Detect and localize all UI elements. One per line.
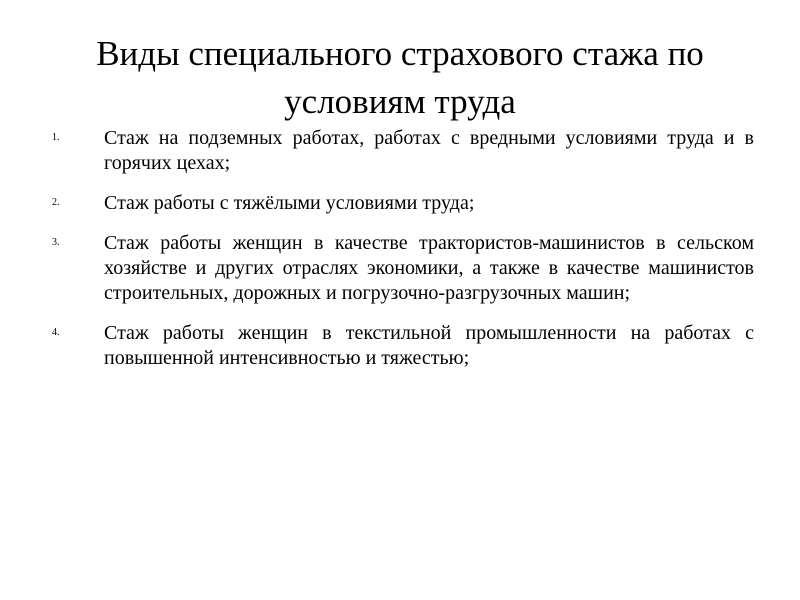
list-item-number: 2.	[52, 197, 60, 208]
list-item	[44, 231, 754, 306]
list-item	[44, 321, 754, 371]
list-item	[44, 191, 754, 216]
list-item-number: 3.	[52, 237, 60, 248]
slide-title: Виды специального страхового стажа по условиям труда	[96, 34, 704, 121]
content-list	[44, 126, 754, 386]
list-item-text: Стаж на подземных работах, работах с вредными условиями труда и в горячих цехах;	[104, 127, 754, 174]
list-item-number: 4.	[52, 327, 60, 338]
list-item-text: Стаж работы женщин в качестве трактористов-машинистов в сельском хозяйстве и других отраслях экономики, а также в качестве машинистов строительных, дорожных и погрузочно-разгрузочных машин;	[104, 232, 754, 304]
list-item-text: Стаж работы женщин в текстильной промышленности на работах с повышенной интенсивностью и тяжестью;	[104, 322, 754, 369]
list-item-text: Стаж работы с тяжёлыми условиями труда;	[104, 192, 475, 214]
list-item	[44, 126, 754, 176]
list-item-number: 1.	[52, 132, 60, 143]
